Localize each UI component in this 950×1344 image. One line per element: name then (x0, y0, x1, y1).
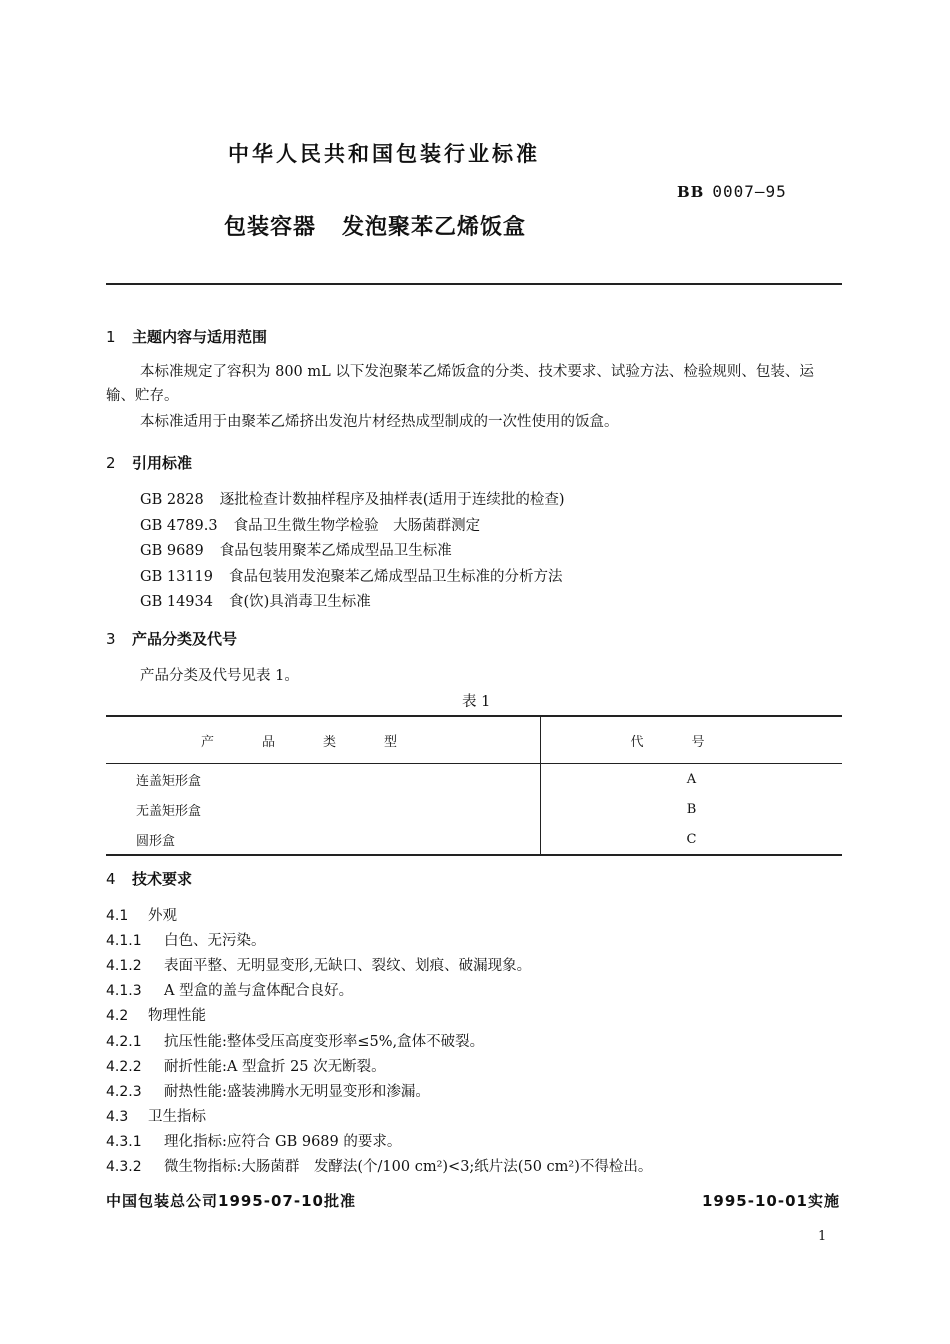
reference-item (140, 514, 480, 535)
requirement-item (106, 1004, 206, 1025)
section-3-heading (106, 628, 237, 649)
reference-item (140, 565, 562, 586)
implementation-date: 1995-10-01实施 (702, 1192, 840, 1210)
document-title (224, 210, 526, 241)
page-number: 1 (818, 1229, 827, 1244)
section-1-heading (106, 326, 267, 347)
clause-number: 4.2.2 (106, 1058, 142, 1075)
section-1-body (106, 360, 842, 434)
section-title: 产品分类及代号 (132, 630, 238, 648)
clause-text: A 型盒的盖与盒体配合良好。 (164, 983, 354, 1000)
table-cell-type: 圆形盒 (106, 824, 541, 855)
reference-code: GB 9689 (140, 543, 204, 559)
table-row (106, 764, 842, 795)
reference-code: GB 14934 (140, 594, 213, 610)
section-title: 引用标准 (132, 454, 193, 472)
reference-item (140, 539, 452, 560)
section-number: 1 (106, 328, 116, 346)
table-cell-type: 无盖矩形盒 (106, 794, 541, 824)
reference-name: 食品包装用聚苯乙烯成型品卫生标准 (219, 543, 452, 559)
reference-name: 食品包装用发泡聚苯乙烯成型品卫生标准的分析方法 (228, 568, 563, 585)
requirement-item (106, 1155, 652, 1176)
table-cell-code: B (686, 801, 697, 817)
standard-title: 中华人民共和国包装行业标准 (228, 142, 540, 166)
section-4-heading (106, 868, 192, 889)
reference-item (140, 488, 565, 509)
header-rule (106, 283, 842, 285)
clause-number: 4.1.2 (106, 958, 142, 975)
standard-code (677, 182, 787, 201)
requirement-item (106, 1080, 430, 1101)
clause-text: 抗压性能:整体受压高度变形率≤5%,盒体不破裂。 (164, 1033, 485, 1050)
table-cell-code: A (686, 771, 697, 787)
section-number: 3 (106, 630, 116, 648)
section-number: 2 (106, 454, 116, 472)
approval-line: 中国包装总公司1995-07-10批准 (106, 1192, 356, 1210)
code-number: 0007—95 (712, 182, 787, 201)
table-row (106, 794, 842, 824)
clause-text: 卫生指标 (148, 1108, 206, 1125)
table-row (106, 824, 842, 855)
requirement-item (106, 1130, 401, 1151)
reference-name: 逐批检查计数抽样程序及抽样表(适用于连续批的检查) (219, 492, 565, 508)
paragraph: 本标准规定了容积为 800 mL 以下发泡聚苯乙烯饭盒的分类、技术要求、试验方法、检验规则、包装、运输、贮存。 (106, 364, 814, 404)
clause-number: 4.3.1 (106, 1133, 142, 1150)
clause-number: 4.3 (106, 1108, 129, 1125)
classification-table (106, 715, 842, 856)
requirement-item (106, 954, 531, 975)
requirement-item (106, 929, 266, 950)
clause-number: 4.2.3 (106, 1083, 142, 1100)
document-title-b: 发泡聚苯乙烯饭盒 (342, 215, 527, 240)
clause-number: 4.1.1 (106, 933, 142, 950)
reference-item (140, 590, 371, 611)
requirement-item (106, 1030, 484, 1051)
clause-text: 外观 (148, 908, 177, 924)
clause-number: 4.1 (106, 908, 129, 924)
section-title: 技术要求 (132, 870, 193, 888)
table-cell-type: 连盖矩形盒 (106, 764, 541, 795)
clause-number: 4.3.2 (106, 1159, 142, 1175)
requirement-item (106, 1105, 206, 1126)
document-title-a: 包装容器 (224, 215, 317, 240)
requirement-item (106, 979, 353, 1000)
clause-text: 微生物指标:大肠菌群 发酵法(个/100 cm²)<3;纸片法(50 cm²)不得检出。 (164, 1159, 653, 1175)
clause-text: 理化指标:应符合 GB 9689 的要求。 (164, 1133, 402, 1150)
requirement-item (106, 904, 177, 925)
requirement-item (106, 1055, 386, 1076)
reference-code: GB 13119 (140, 568, 213, 585)
clause-number: 4.2 (106, 1008, 129, 1025)
reference-code: GB 4789.3 (140, 517, 218, 534)
clause-text: 耐折性能:A 型盒折 25 次无断裂。 (164, 1058, 386, 1075)
table-cell-code: C (686, 831, 697, 847)
clause-text: 白色、无污染。 (164, 933, 266, 950)
reference-name: 食(饮)具消毒卫生标准 (228, 594, 371, 610)
table-caption: 表 1 (462, 694, 491, 710)
code-prefix: BB (677, 183, 705, 201)
clause-text: 物理性能 (148, 1008, 206, 1025)
table-header-code: 代号 (541, 716, 843, 764)
section-3-body: 产品分类及代号见表 1。 (140, 668, 299, 684)
clause-text: 表面平整、无明显变形,无缺口、裂纹、划痕、破漏现象。 (164, 958, 532, 975)
reference-name: 食品卫生微生物学检验 大肠菌群测定 (233, 517, 481, 534)
reference-code: GB 2828 (140, 492, 204, 508)
section-number: 4 (106, 870, 116, 888)
clause-text: 耐热性能:盛装沸腾水无明显变形和渗漏。 (164, 1083, 430, 1100)
clause-number: 4.2.1 (106, 1033, 142, 1050)
table-header-type: 产品类型 (106, 716, 541, 764)
clause-number: 4.1.3 (106, 983, 142, 1000)
section-title: 主题内容与适用范围 (132, 328, 268, 346)
paragraph: 本标准适用于由聚苯乙烯挤出发泡片材经热成型制成的一次性使用的饭盒。 (140, 414, 619, 430)
section-2-heading (106, 452, 192, 473)
